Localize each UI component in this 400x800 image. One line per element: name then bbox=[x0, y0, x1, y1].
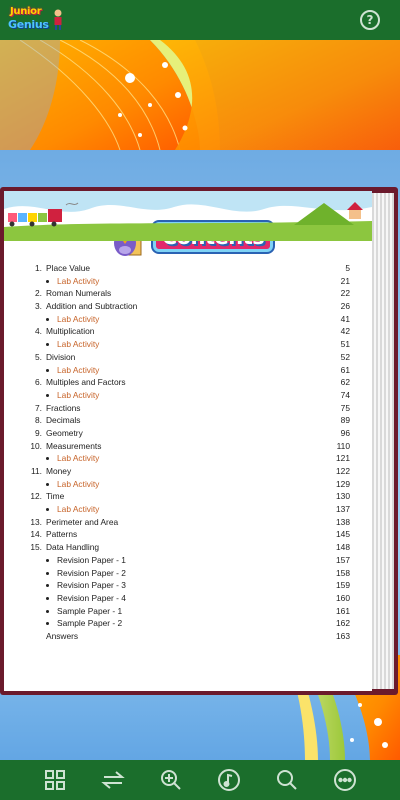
bullet-icon bbox=[46, 584, 49, 587]
toc-page-number: 26 bbox=[340, 301, 350, 312]
toc-title: Time bbox=[46, 491, 65, 502]
bullet-icon bbox=[46, 280, 49, 283]
bullet-icon bbox=[46, 508, 49, 511]
more-horizontal-icon bbox=[333, 768, 357, 792]
toc-row[interactable] bbox=[30, 389, 350, 402]
toc-title: Data Handling bbox=[46, 542, 100, 553]
toc-row[interactable] bbox=[30, 630, 350, 643]
toc-row[interactable] bbox=[30, 592, 350, 605]
toc-title: Geometry bbox=[46, 427, 83, 438]
toc-row[interactable] bbox=[30, 465, 350, 478]
toc-row[interactable] bbox=[30, 490, 350, 503]
toc-page-number: 96 bbox=[340, 427, 350, 438]
toc-page-number: 61 bbox=[340, 364, 350, 375]
toc-page-number: 22 bbox=[340, 288, 350, 299]
page-footer-illustration bbox=[4, 191, 372, 241]
toc-title: Lab Activity bbox=[57, 389, 100, 400]
toc-page-number: 138 bbox=[336, 516, 350, 527]
toc-title: Sample Paper - 1 bbox=[57, 605, 123, 616]
toc-title: Lab Activity bbox=[57, 275, 100, 286]
toc-chapter-number: 6. bbox=[35, 377, 42, 388]
toc-row[interactable] bbox=[30, 528, 350, 541]
toc-page-number: 145 bbox=[336, 529, 350, 540]
bullet-icon bbox=[46, 597, 49, 600]
toc-chapter-number: 13. bbox=[30, 516, 42, 527]
toc-page-number: 41 bbox=[340, 313, 350, 324]
book-page-edges bbox=[372, 193, 394, 689]
toc-row[interactable] bbox=[30, 605, 350, 618]
toc-chapter-number: 12. bbox=[30, 491, 42, 502]
toc-page-number: 163 bbox=[336, 630, 350, 641]
bullet-icon bbox=[46, 483, 49, 486]
toc-chapter-number: 7. bbox=[35, 402, 42, 413]
bullet-icon bbox=[46, 622, 49, 625]
bullet-icon bbox=[46, 610, 49, 613]
bottom-toolbar bbox=[0, 760, 400, 800]
toc-page-number: 137 bbox=[336, 504, 350, 515]
search-button[interactable] bbox=[275, 768, 299, 792]
toc-chapter-number: 4. bbox=[35, 326, 42, 337]
toc-row[interactable] bbox=[30, 440, 350, 453]
bullet-icon bbox=[46, 394, 49, 397]
toc-row[interactable] bbox=[30, 414, 350, 427]
bullet-icon bbox=[46, 559, 49, 562]
toc-title: Lab Activity bbox=[57, 313, 100, 324]
toc-title: Lab Activity bbox=[57, 453, 100, 464]
toc-title: Sample Paper - 2 bbox=[57, 618, 123, 629]
top-app-bar bbox=[0, 0, 400, 40]
toc-page-number: 74 bbox=[340, 389, 350, 400]
toc-page-number: 75 bbox=[340, 402, 350, 413]
toc-page-number: 21 bbox=[340, 275, 350, 286]
toc-page-number: 89 bbox=[340, 415, 350, 426]
music-note-icon bbox=[217, 768, 241, 792]
toc-title: Revision Paper - 4 bbox=[57, 592, 126, 603]
book[interactable] bbox=[0, 187, 400, 695]
toc-title: Multiples and Factors bbox=[46, 377, 126, 388]
toc-page-number: 159 bbox=[336, 580, 350, 591]
toc-row[interactable] bbox=[30, 313, 350, 326]
toc-page-number: 130 bbox=[336, 491, 350, 502]
toc-title: Measurements bbox=[46, 440, 102, 451]
toc-title: Decimals bbox=[46, 415, 81, 426]
toc-chapter-number: 1. bbox=[35, 263, 42, 273]
grid-view-button[interactable] bbox=[43, 768, 67, 792]
music-button[interactable] bbox=[217, 768, 241, 792]
zoom-in-button[interactable] bbox=[159, 768, 183, 792]
toc-page-number: 157 bbox=[336, 554, 350, 565]
bullet-icon bbox=[46, 457, 49, 460]
toc-row[interactable] bbox=[30, 325, 350, 338]
toc-page-number: 42 bbox=[340, 326, 350, 337]
help-button[interactable] bbox=[360, 10, 380, 30]
toc-chapter-number: 15. bbox=[30, 542, 42, 553]
toc-row[interactable] bbox=[30, 300, 350, 313]
toc-row[interactable] bbox=[30, 617, 350, 630]
toc-chapter-number: 10. bbox=[30, 440, 42, 451]
toc-row[interactable] bbox=[30, 262, 350, 275]
toc-page-number: 51 bbox=[340, 339, 350, 350]
toc-row[interactable] bbox=[30, 516, 350, 529]
toc-row[interactable] bbox=[30, 364, 350, 377]
toc-title: Revision Paper - 3 bbox=[57, 580, 126, 591]
toc-row[interactable] bbox=[30, 503, 350, 516]
bullet-icon bbox=[46, 343, 49, 346]
toc-title: Perimeter and Area bbox=[46, 516, 119, 527]
logo-text-line1: Junior bbox=[10, 6, 42, 17]
toc-row[interactable] bbox=[30, 427, 350, 440]
table-of-contents bbox=[30, 262, 350, 643]
help-circle-icon: ? bbox=[366, 13, 374, 27]
toc-title: Fractions bbox=[46, 402, 81, 413]
toc-row[interactable] bbox=[30, 452, 350, 465]
toc-row[interactable] bbox=[30, 478, 350, 491]
toc-row[interactable] bbox=[30, 287, 350, 300]
toc-chapter-number: 2. bbox=[35, 288, 42, 299]
background-scene bbox=[0, 40, 400, 760]
toc-title: Lab Activity bbox=[57, 504, 100, 515]
toc-title: Lab Activity bbox=[57, 339, 100, 350]
toc-chapter-number: 5. bbox=[35, 351, 42, 362]
toc-chapter-number: 11. bbox=[30, 466, 42, 476]
toc-chapter-number: 14. bbox=[30, 529, 42, 540]
toc-page-number: 158 bbox=[336, 567, 350, 578]
logo-text-line2: Genius bbox=[8, 18, 49, 31]
toc-chapter-number: 8. bbox=[35, 415, 42, 426]
toc-page-number: 148 bbox=[336, 542, 350, 553]
toc-row[interactable] bbox=[30, 338, 350, 351]
more-button[interactable] bbox=[333, 768, 357, 792]
logo-kid-icon bbox=[52, 9, 64, 31]
toc-row[interactable] bbox=[30, 402, 350, 415]
toc-page-number: 129 bbox=[336, 478, 350, 489]
toc-page-number: 5 bbox=[345, 263, 350, 273]
toc-title: Lab Activity bbox=[57, 478, 100, 489]
toc-page-number: 161 bbox=[336, 605, 350, 616]
page-flip-button[interactable] bbox=[101, 768, 125, 792]
toc-title: Division bbox=[46, 351, 76, 362]
toc-title: Roman Numerals bbox=[46, 288, 112, 299]
toc-title: Money bbox=[46, 466, 72, 476]
swap-arrows-icon bbox=[101, 768, 125, 792]
toc-page-number: 110 bbox=[336, 440, 350, 451]
toc-chapter-number: 9. bbox=[35, 427, 42, 438]
book-page[interactable] bbox=[4, 191, 372, 691]
zoom-in-icon bbox=[159, 768, 183, 792]
toc-page-number: 160 bbox=[336, 592, 350, 603]
toc-title: Place Value bbox=[46, 263, 91, 273]
toc-row[interactable] bbox=[30, 567, 350, 580]
toc-title: Revision Paper - 2 bbox=[57, 567, 126, 578]
toc-row[interactable] bbox=[30, 579, 350, 592]
toc-row[interactable] bbox=[30, 376, 350, 389]
toc-row[interactable] bbox=[30, 541, 350, 554]
toc-row[interactable] bbox=[30, 275, 350, 288]
toc-page-number: 62 bbox=[340, 377, 350, 388]
junior-genius-logo bbox=[6, 5, 64, 35]
toc-title: Multiplication bbox=[46, 326, 95, 337]
toc-chapter-number: 3. bbox=[35, 301, 42, 312]
toc-page-number: 52 bbox=[340, 351, 350, 362]
toc-title: Answers bbox=[46, 630, 79, 641]
grid-icon bbox=[43, 768, 67, 792]
toc-title: Revision Paper - 1 bbox=[57, 554, 126, 565]
toc-page-number: 162 bbox=[336, 618, 350, 629]
bullet-icon bbox=[46, 369, 49, 372]
toc-page-number: 121 bbox=[336, 453, 350, 464]
search-icon bbox=[275, 768, 299, 792]
bullet-icon bbox=[46, 572, 49, 575]
toc-row[interactable] bbox=[30, 554, 350, 567]
bullet-icon bbox=[46, 318, 49, 321]
toc-title: Lab Activity bbox=[57, 364, 100, 375]
toc-page-number: 122 bbox=[336, 466, 350, 476]
toc-title: Patterns bbox=[46, 529, 78, 540]
toc-row[interactable] bbox=[30, 351, 350, 364]
toc-title: Addition and Subtraction bbox=[46, 301, 138, 312]
